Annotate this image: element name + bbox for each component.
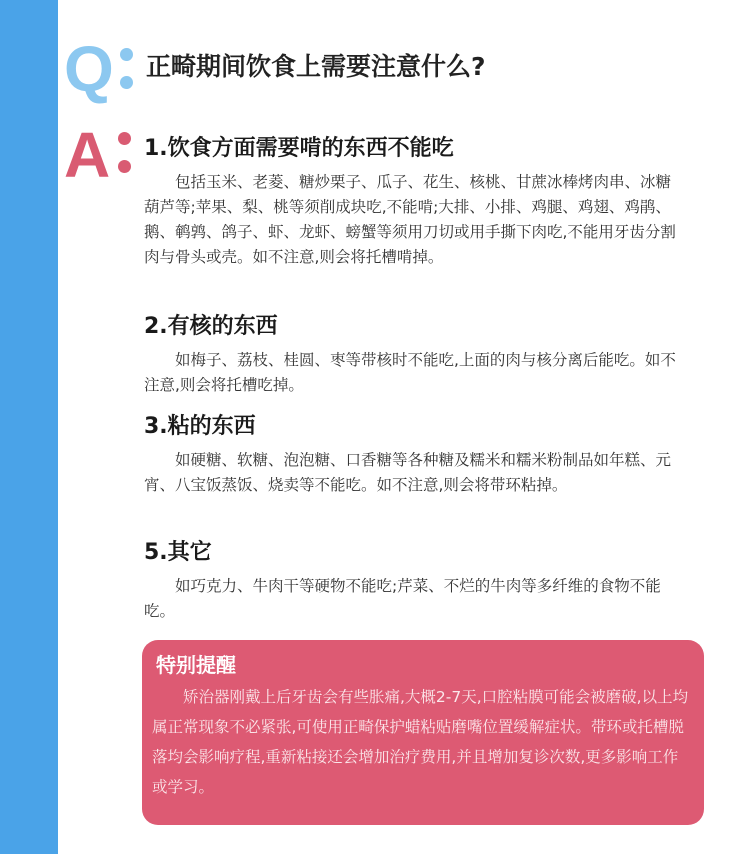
question-title: 正畸期间饮食上需要注意什么? (146, 52, 486, 81)
section-title: 5.其它 (144, 540, 212, 565)
section-body: 包括玉米、老菱、糖炒栗子、瓜子、花生、核桃、甘蔗冰棒烤肉串、冰糖葫芦等;苹果、梨、桃等须削成块吃,不能啃;大排、小排、鸡腿、鸡翅、鸡鹃、鹅、鹌鹑、鸽子、虾、龙虾、螃蟹等须用刀切或用手撕下肉吃,不能用牙齿分割肉与骨头或壳。如不注意,则会将托槽啃掉。 (144, 173, 676, 266)
section-body: 如硬糖、软糖、泡泡糖、口香糖等各种糖及糯米和糯米粉制品如年糕、元宵、八宝饭蒸饭、烧卖等不能吃。如不注意,则会将带环粘掉。 (144, 451, 672, 494)
answer-letter: A (64, 119, 111, 191)
notice-title: 特别提醒 (156, 653, 236, 677)
colon-dot-bottom (120, 76, 133, 89)
question-letter: Q (64, 33, 114, 105)
section-body: 如巧克力、牛肉干等硬物不能吃;芹菜、不烂的牛肉等多纤维的食物不能吃。 (144, 577, 661, 620)
colon-dot-bottom (118, 160, 131, 173)
notice-body: 矫治器刚戴上后牙齿会有些胀痛,大概2-7天,口腔粘膜可能会被磨破,以上均属正常现象不必紧张,可使用正畸保护蜡粘贴磨嘴位置缓解症状。带环或托槽脱落均会影响疗程,重新粘接还会增加治疗费用,并且增加复诊次数,更多影响工作或学习。 (152, 688, 689, 796)
section-title: 3.粘的东西 (144, 414, 256, 439)
special-notice-box (142, 640, 704, 825)
answer-section (144, 536, 684, 624)
section-body: 如梅子、荔枝、桂圆、枣等带核时不能吃,上面的肉与核分离后能吃。如不注意,则会将托槽吃掉。 (144, 351, 676, 394)
colon-dot-top (118, 132, 131, 145)
colon-dot-top (120, 48, 133, 61)
answer-section (144, 310, 684, 398)
answer-section (144, 410, 684, 498)
section-title: 1.饮食方面需要啃的东西不能吃 (144, 136, 454, 161)
left-accent-bar (0, 0, 58, 854)
section-title: 2.有核的东西 (144, 314, 278, 339)
answer-section (144, 132, 684, 270)
